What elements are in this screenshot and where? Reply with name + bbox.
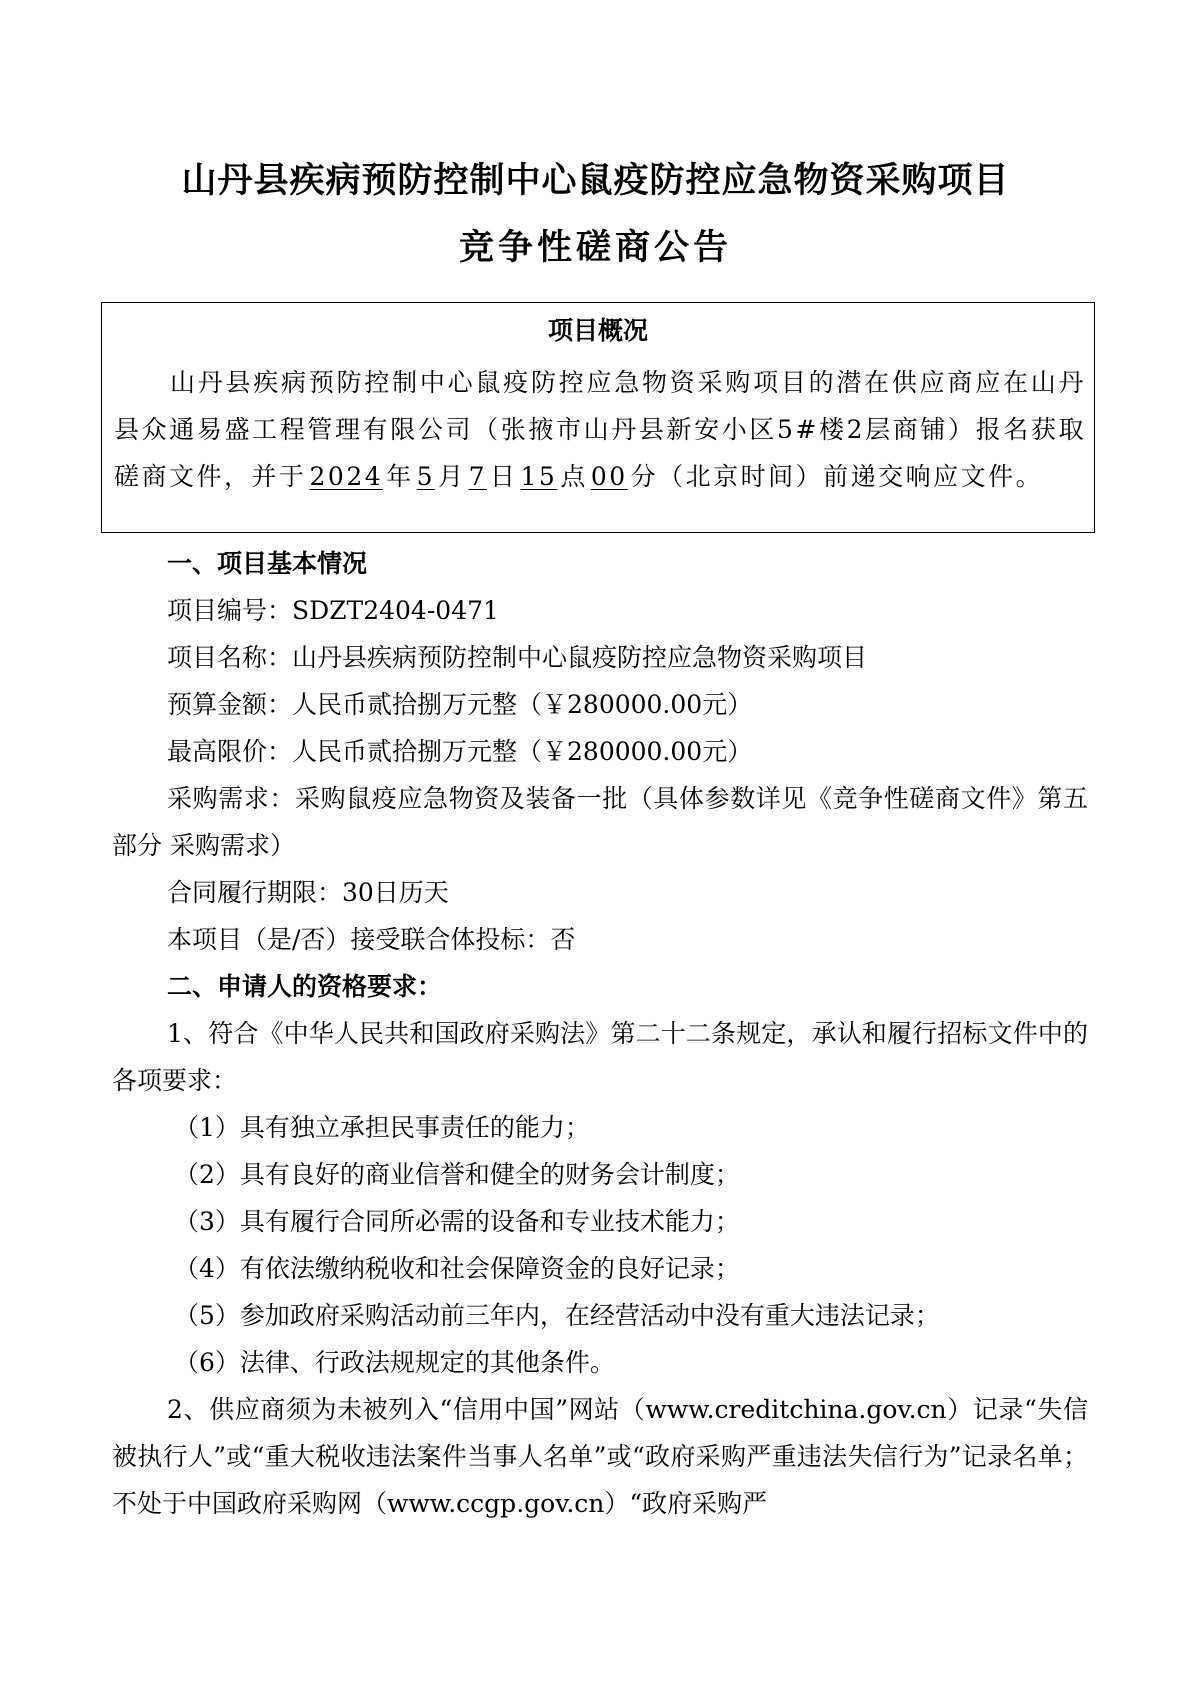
project-name: 项目名称：山丹县疾病预防控制中心鼠疫防控应急物资采购项目	[167, 643, 868, 672]
budget-amount: 预算金额：人民币贰拾捌万元整（￥280000.00元）	[167, 690, 753, 719]
qualification-item-1: 1、符合《中华人民共和国政府采购法》第二十二条规定，承认和履行招标文件中的各项要求：	[112, 1019, 1088, 1095]
overview-text	[114, 359, 1086, 500]
deadline-year-unit: 年	[386, 462, 414, 491]
section2-heading: 二、申请人的资格要求：	[167, 972, 443, 1001]
deadline-month: 5	[416, 462, 436, 491]
deadline-minute: 00	[590, 462, 628, 491]
section1-heading: 一、项目基本情况	[167, 549, 368, 578]
max-price: 最高限价：人民币贰拾捌万元整（￥280000.00元）	[167, 737, 753, 766]
qualification-sub-6: （6）法律、行政法规规定的其他条件。	[174, 1348, 615, 1377]
deadline-day-unit: 日	[489, 462, 518, 491]
deadline-day: 7	[468, 462, 487, 491]
deadline-minute-unit: 分（北京时间）前递交响应文件。	[630, 462, 1044, 491]
qualification-sub-2: （2）具有良好的商业信誉和健全的财务会计制度；	[174, 1160, 740, 1189]
deadline-hour: 15	[520, 462, 558, 491]
deadline-year: 2024	[309, 462, 384, 491]
qualification-item-2: 2、供应商须为未被列入“信用中国”网站（www.creditchina.gov.cn）记录“失信被执行人”或“重大税收违法案件当事人名单”或“政府采购严重违法失信行为”记录名单；不处于中国政府采购网（www.ccgp.gov.cn）“政府采购严	[112, 1395, 1088, 1518]
qualification-sub-1: （1）具有独立承担民事责任的能力；	[174, 1113, 590, 1142]
document-title-line1: 山丹县疾病预防控制中心鼠疫防控应急物资采购项目	[181, 161, 1010, 201]
qualification-sub-5: （5）参加政府采购活动前三年内，在经营活动中没有重大违法记录；	[174, 1301, 940, 1330]
consortium-accepted: 本项目（是/否）接受联合体投标：否	[167, 925, 576, 954]
deadline-hour-unit: 点	[560, 462, 588, 491]
project-number: 项目编号：SDZT2404-0471	[167, 596, 499, 625]
overview-text-main: 山丹县疾病预防控制中心鼠疫防控应急物资采购项目的潜在供应商应在山丹县众通易盛工程管理有限公司（张掖市山丹县新安小区5#楼2层商铺）报名获取磋商文件，并于	[114, 368, 1086, 491]
document-body	[112, 540, 1088, 1527]
deadline-month-unit: 月	[438, 462, 466, 491]
contract-period: 合同履行期限：30日历天	[167, 878, 449, 907]
overview-heading: 项目概况	[547, 316, 648, 345]
qualification-sub-3: （3）具有履行合同所必需的设备和专业技术能力；	[174, 1207, 740, 1236]
qualification-sub-4: （4）有依法缴纳税收和社会保障资金的良好记录；	[174, 1254, 740, 1283]
document-title-line2: 竞争性磋商公告	[458, 228, 732, 268]
procurement-requirement: 采购需求：采购鼠疫应急物资及装备一批（具体参数详见《竞争性磋商文件》第五部分 采购需求）	[112, 784, 1088, 860]
project-overview-box	[101, 302, 1095, 533]
